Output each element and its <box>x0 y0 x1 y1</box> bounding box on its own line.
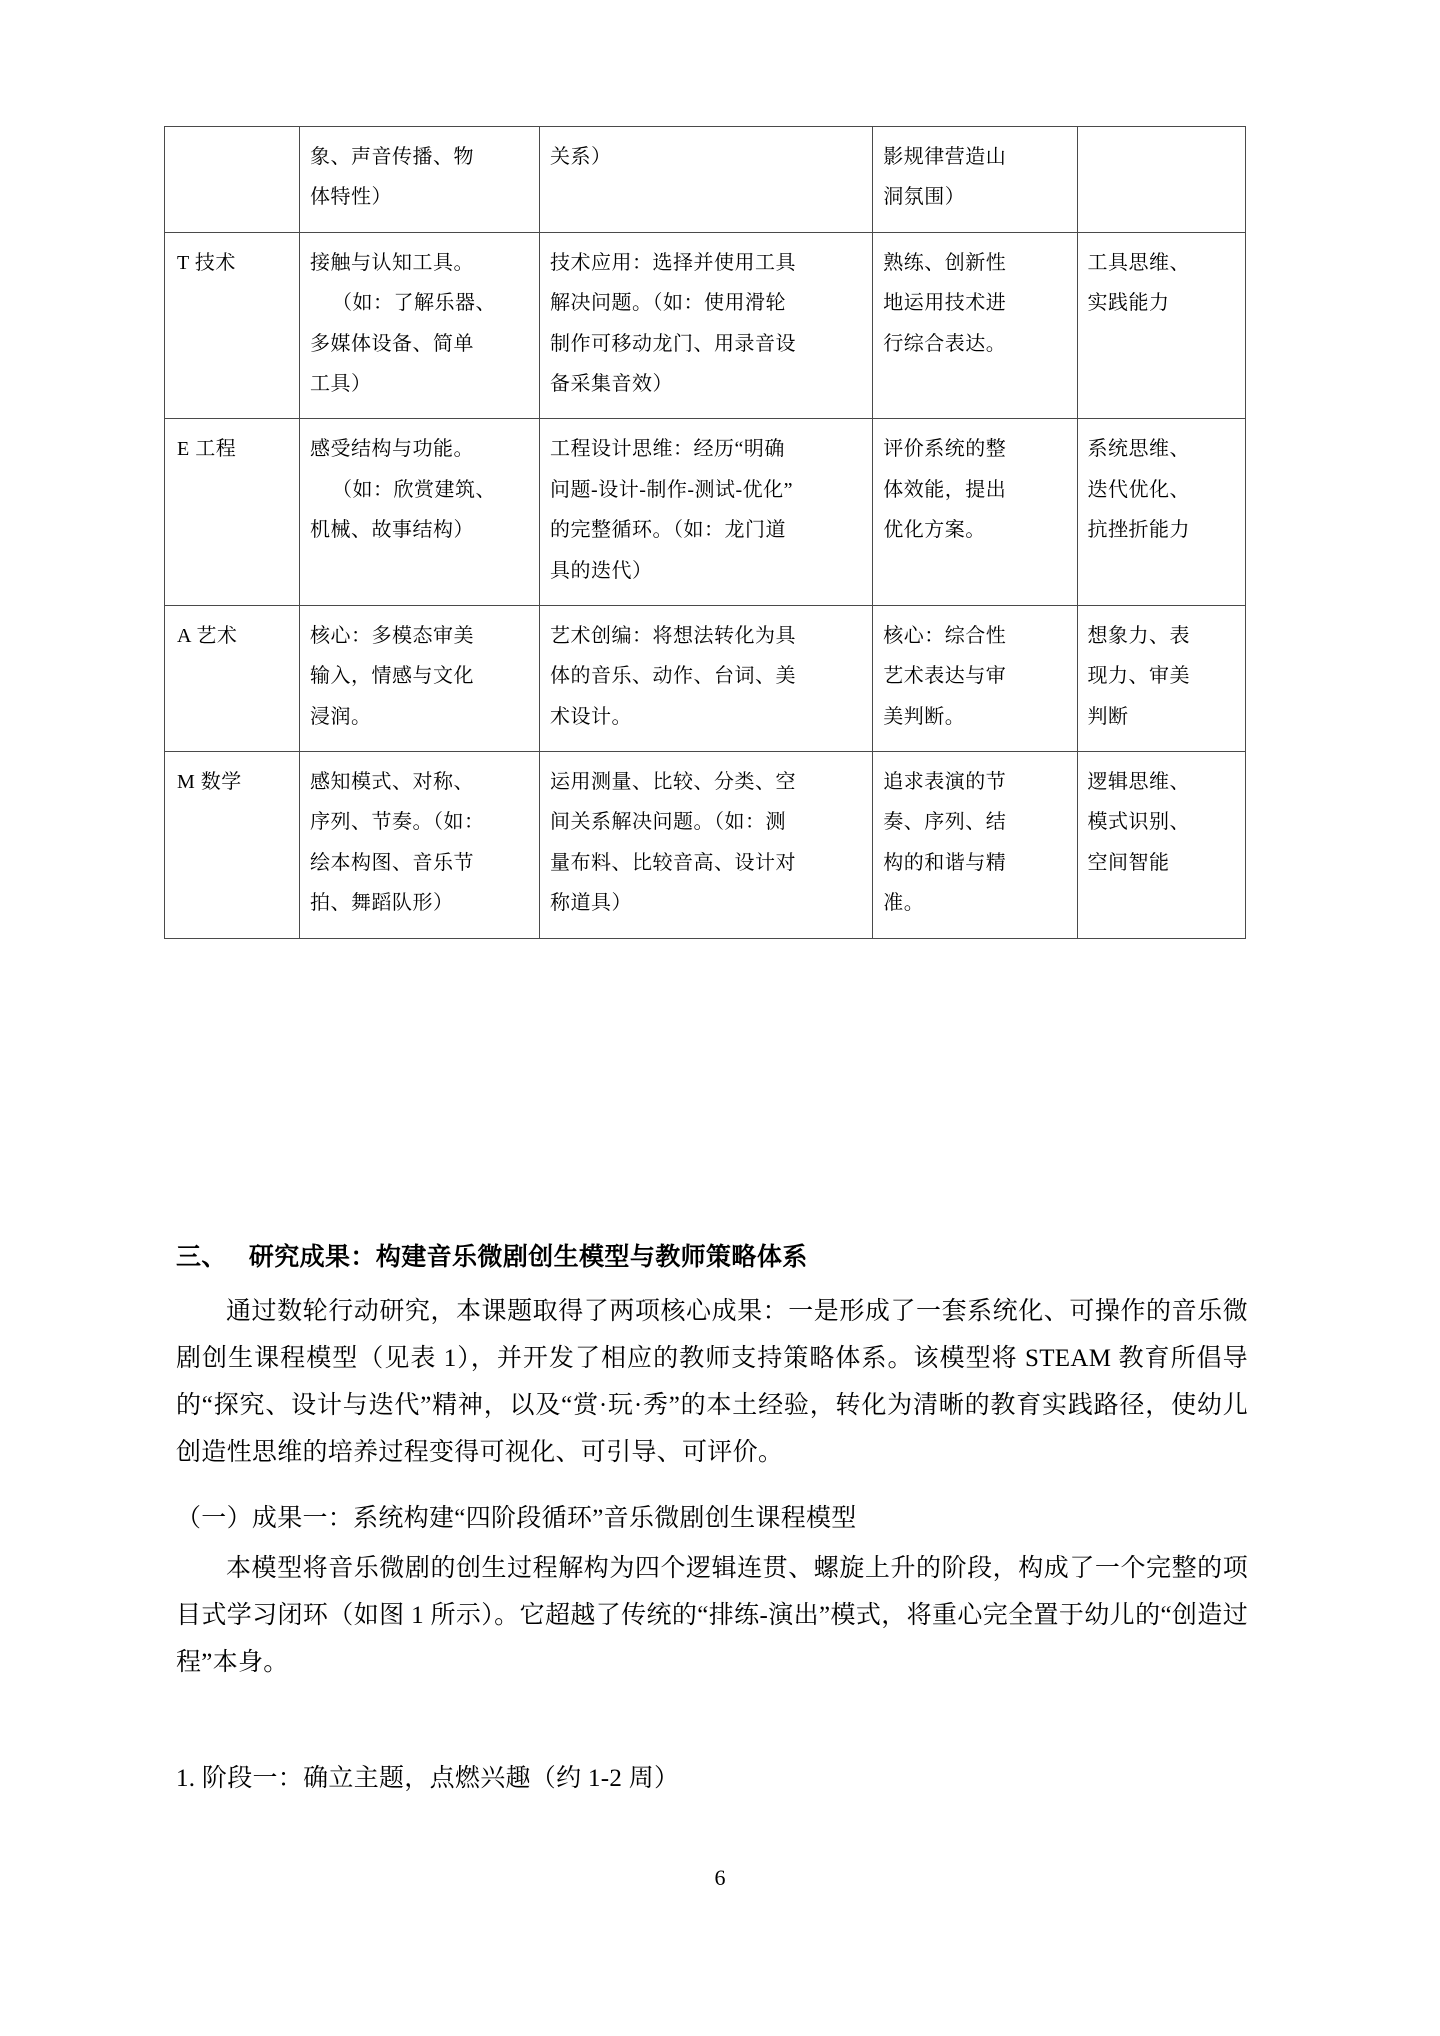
cell-line: 评价系统的整 <box>883 438 1007 461</box>
steam-framework-table-container <box>164 126 1246 939</box>
table-row <box>165 419 1246 606</box>
cell-line: 构的和谐与精 <box>883 851 1007 874</box>
cell-line: 迭代优化、 <box>1087 478 1191 501</box>
paragraph-model-description: 本模型将音乐微剧的创生过程解构为四个逻辑连贯、螺旋上升的阶段，构成了一个完整的项目式学习闭环（如图 1 所示）。它超越了传统的“排练-演出”模式，将重心完全置于幼儿的“创造过程”本身。 <box>176 1555 1248 1676</box>
table-cell-perception <box>299 232 539 419</box>
table-cell-application <box>540 127 873 233</box>
cell-line: 问题-设计-制作-测试-优化” <box>550 478 794 501</box>
cell-line: 判断 <box>1087 705 1129 728</box>
table-cell-dimension-label: M 数学 <box>165 752 300 939</box>
cell-line: 象、声音传播、物 <box>309 146 474 168</box>
cell-line: 具的迭代） <box>550 559 653 582</box>
cell-line: 制作可移动龙门、用录音设 <box>550 332 797 355</box>
table-cell-dimension-label: E 工程 <box>165 419 300 606</box>
cell-line: （如：欣赏建筑、 <box>331 478 496 501</box>
cell-line: 输入，情感与文化 <box>309 665 474 688</box>
cell-line: 体的音乐、动作、台词、美 <box>550 665 797 688</box>
cell-line: 浸润。 <box>309 705 372 728</box>
cell-line: 系统思维、 <box>1087 438 1191 461</box>
cell-line: 核心：多模态审美 <box>309 624 474 647</box>
table-cell-application <box>540 232 873 419</box>
cell-line: 追求表演的节 <box>883 771 1007 794</box>
cell-line: 工程设计思维：经历“明确 <box>550 438 785 461</box>
cell-line: 想象力、表 <box>1087 624 1191 647</box>
cell-line: 行综合表达。 <box>883 332 1007 355</box>
cell-line: 多媒体设备、简单 <box>309 332 474 355</box>
table-row <box>165 232 1246 419</box>
list-item-stage-one: 1. 阶段一：确立主题，点燃兴趣（约 1-2 周） <box>176 1765 680 1792</box>
cell-line: 解决问题。（如：使用滑轮 <box>550 292 787 315</box>
cell-line: 运用测量、比较、分类、空 <box>550 771 797 794</box>
cell-line: 熟练、创新性 <box>883 251 1007 274</box>
table-cell-ability <box>1077 127 1245 233</box>
table-cell-expression <box>873 605 1077 751</box>
cell-line: 体效能，提出 <box>883 478 1007 501</box>
table-cell-expression <box>873 752 1077 939</box>
cell-line: 空间智能 <box>1087 851 1170 874</box>
cell-line: 体特性） <box>309 186 392 209</box>
section-heading-text: 研究成果：构建音乐微剧创生模型与教师策略体系 <box>248 1243 808 1271</box>
table-row <box>165 605 1246 751</box>
cell-line: 实践能力 <box>1087 292 1170 315</box>
table-body <box>165 127 1246 939</box>
cell-line: 间关系解决问题。（如：测 <box>550 811 787 834</box>
table-row <box>165 127 1246 233</box>
cell-line: 地运用技术进 <box>883 292 1007 315</box>
table-cell-application <box>540 752 873 939</box>
table-cell-dimension-label: T 技术 <box>165 232 300 419</box>
table-row <box>165 752 1246 939</box>
cell-line: 接触与认知工具。 <box>309 251 474 274</box>
cell-line: （如：了解乐器、 <box>331 292 496 315</box>
cell-line: 现力、审美 <box>1087 665 1191 688</box>
cell-line: 奏、序列、结 <box>883 811 1007 834</box>
subsection-heading-result-one: （一）成果一：系统构建“四阶段循环”音乐微剧创生课程模型 <box>176 1505 857 1532</box>
table-cell-ability <box>1077 232 1245 419</box>
page-number: 6 <box>714 1865 726 1890</box>
cell-line: 美判断。 <box>883 705 966 728</box>
cell-line: 洞氛围） <box>883 186 966 209</box>
table-cell-perception <box>299 605 539 751</box>
cell-line: 准。 <box>883 892 925 915</box>
cell-line: 工具思维、 <box>1087 251 1191 274</box>
table-cell-ability <box>1077 419 1245 606</box>
cell-line: 优化方案。 <box>883 519 986 542</box>
table-cell-expression <box>873 127 1077 233</box>
cell-line: 量布料、比较音高、设计对 <box>550 851 797 874</box>
cell-line: 备采集音效） <box>550 372 674 395</box>
cell-line: 核心：综合性 <box>883 624 1007 647</box>
cell-line: 感知模式、对称、 <box>309 771 474 794</box>
paragraph-research-results-intro: 通过数轮行动研究，本课题取得了两项核心成果：一是形成了一套系统化、可操作的音乐微剧创生课程模型（见表 1），并开发了相应的教师支持策略体系。该模型将 STEAM 教育所倡导的“探究、设计与迭代”精神，以及“赏·玩·秀”的本土经验，转化为清晰的教育实践路径，使幼儿创造性思维的培养过程变得可视化、可引导、可评价。 <box>176 1298 1248 1466</box>
cell-line: 模式识别、 <box>1087 811 1191 834</box>
table-cell-ability <box>1077 605 1245 751</box>
cell-line: 艺术创编：将想法转化为具 <box>550 624 797 647</box>
table-cell-ability <box>1077 752 1245 939</box>
cell-line: 关系） <box>550 146 612 168</box>
cell-line: 逻辑思维、 <box>1087 771 1191 794</box>
table-cell-application <box>540 605 873 751</box>
table-cell-perception <box>299 419 539 606</box>
cell-line: 影规律营造山 <box>883 146 1007 168</box>
cell-line: 工具） <box>309 372 372 395</box>
table-cell-expression <box>873 232 1077 419</box>
cell-line: 机械、故事结构） <box>309 519 474 542</box>
section-number: 三、 <box>176 1243 227 1271</box>
cell-line: 的完整循环。（如：龙门道 <box>550 519 787 542</box>
steam-framework-table <box>164 126 1246 939</box>
cell-line: 绘本构图、音乐节 <box>309 851 474 874</box>
section-heading-research-results <box>176 1237 1246 1273</box>
table-cell-dimension-label <box>165 127 300 233</box>
cell-line: 拍、舞蹈队形） <box>309 892 454 915</box>
cell-line: 艺术表达与审 <box>883 665 1007 688</box>
table-cell-perception <box>299 127 539 233</box>
cell-line: 感受结构与功能。 <box>309 438 474 461</box>
cell-line: 称道具） <box>550 892 633 915</box>
table-cell-application <box>540 419 873 606</box>
table-cell-perception <box>299 752 539 939</box>
table-cell-dimension-label: A 艺术 <box>165 605 300 751</box>
cell-line: 序列、节奏。（如： <box>309 811 485 834</box>
cell-line: 技术应用：选择并使用工具 <box>550 251 797 274</box>
cell-line: 术设计。 <box>550 705 633 728</box>
cell-line: 抗挫折能力 <box>1087 519 1191 542</box>
table-cell-expression <box>873 419 1077 606</box>
